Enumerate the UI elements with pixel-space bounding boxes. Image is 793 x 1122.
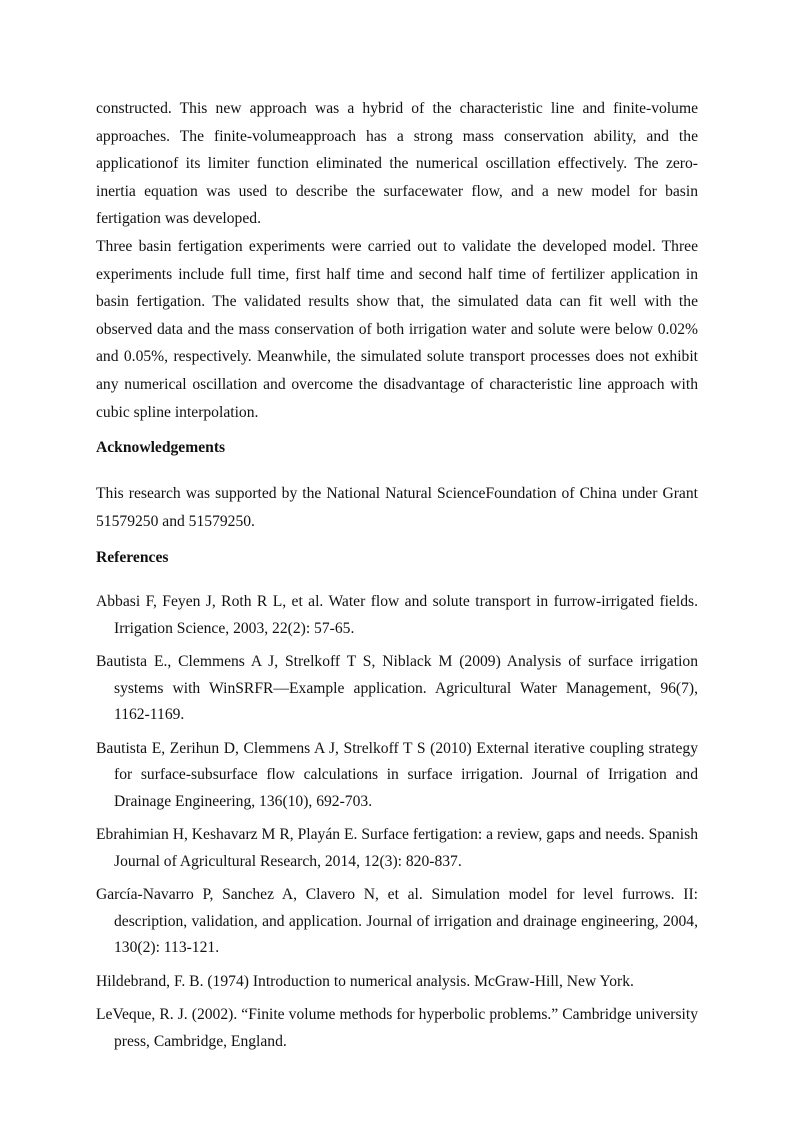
reference-list xyxy=(96,589,698,1062)
reference-item: Bautista E., Clemmens A J, Strelkoff T S, Niblack M (2009) Analysis of surface irrigation systems with WinSRFR—Example application. Agricultural Water Management, 96(7), 1162-1169. xyxy=(96,653,698,723)
reference-item: Bautista E, Zerihun D, Clemmens A J, Strelkoff T S (2010) External iterative coupling strategy for surface-subsurface flow calculations in surface irrigation. Journal of Irrigation and Drainage Engineering, 136(10), 692-703. xyxy=(96,739,698,810)
references-heading: References xyxy=(96,549,169,566)
reference-item: Hildebrand, F. B. (1974) Introduction to numerical analysis. McGraw-Hill, New York. xyxy=(96,972,634,990)
acknowledgements-heading: Acknowledgements xyxy=(96,439,226,456)
reference-item: García-Navarro P, Sanchez A, Clavero N, et al. Simulation model for level furrows. II: description, validation, and application. Journal of irrigation and drainage engineering, 2004, 130(2): 113-121. xyxy=(96,886,698,956)
reference-item: Ebrahimian H, Keshavarz M R, Playán E. Surface fertigation: a review, gaps and needs. Spanish Journal of Agricultural Research, 2014, 12(3): 820-837. xyxy=(96,826,698,870)
reference-item: LeVeque, R. J. (2002). “Finite volume methods for hyperbolic problems.” Cambridge university press, Cambridge, England. xyxy=(96,1006,698,1050)
body-paragraph: constructed. This new approach was a hybrid of the characteristic line and finite-volume approaches. The finite-volumeapproach has a strong mass conservation ability, and the applicationof its limiter function eliminated the numerical oscillation effectively. The zero-inertia equation was used to describe the surfacewater flow, and a new model for basin fertigation was developed. xyxy=(96,100,698,228)
conclusion-text xyxy=(96,95,698,426)
reference-item: Abbasi F, Feyen J, Roth R L, et al. Water flow and solute transport in furrow-irrigated fields. Irrigation Science, 2003, 22(2): 57-65. xyxy=(96,593,698,637)
acknowledgements-text: This research was supported by the National Natural ScienceFoundation of China under Grant 51579250 and 51579250. xyxy=(96,485,698,530)
body-paragraph: Three basin fertigation experiments were carried out to validate the developed model. Three experiments include full time, first half time and second half time of fertilizer application in basin fertigation. The validated results show that, the simulated data can fit well with the observed data and the mass conservation of both irrigation water and solute were below 0.02% and 0.05%, respectively. Meanwhile, the simulated solute transport processes does not exhibit any numerical oscillation and overcome the disadvantage of characteristic line approach with cubic spline interpolation. xyxy=(96,237,698,421)
